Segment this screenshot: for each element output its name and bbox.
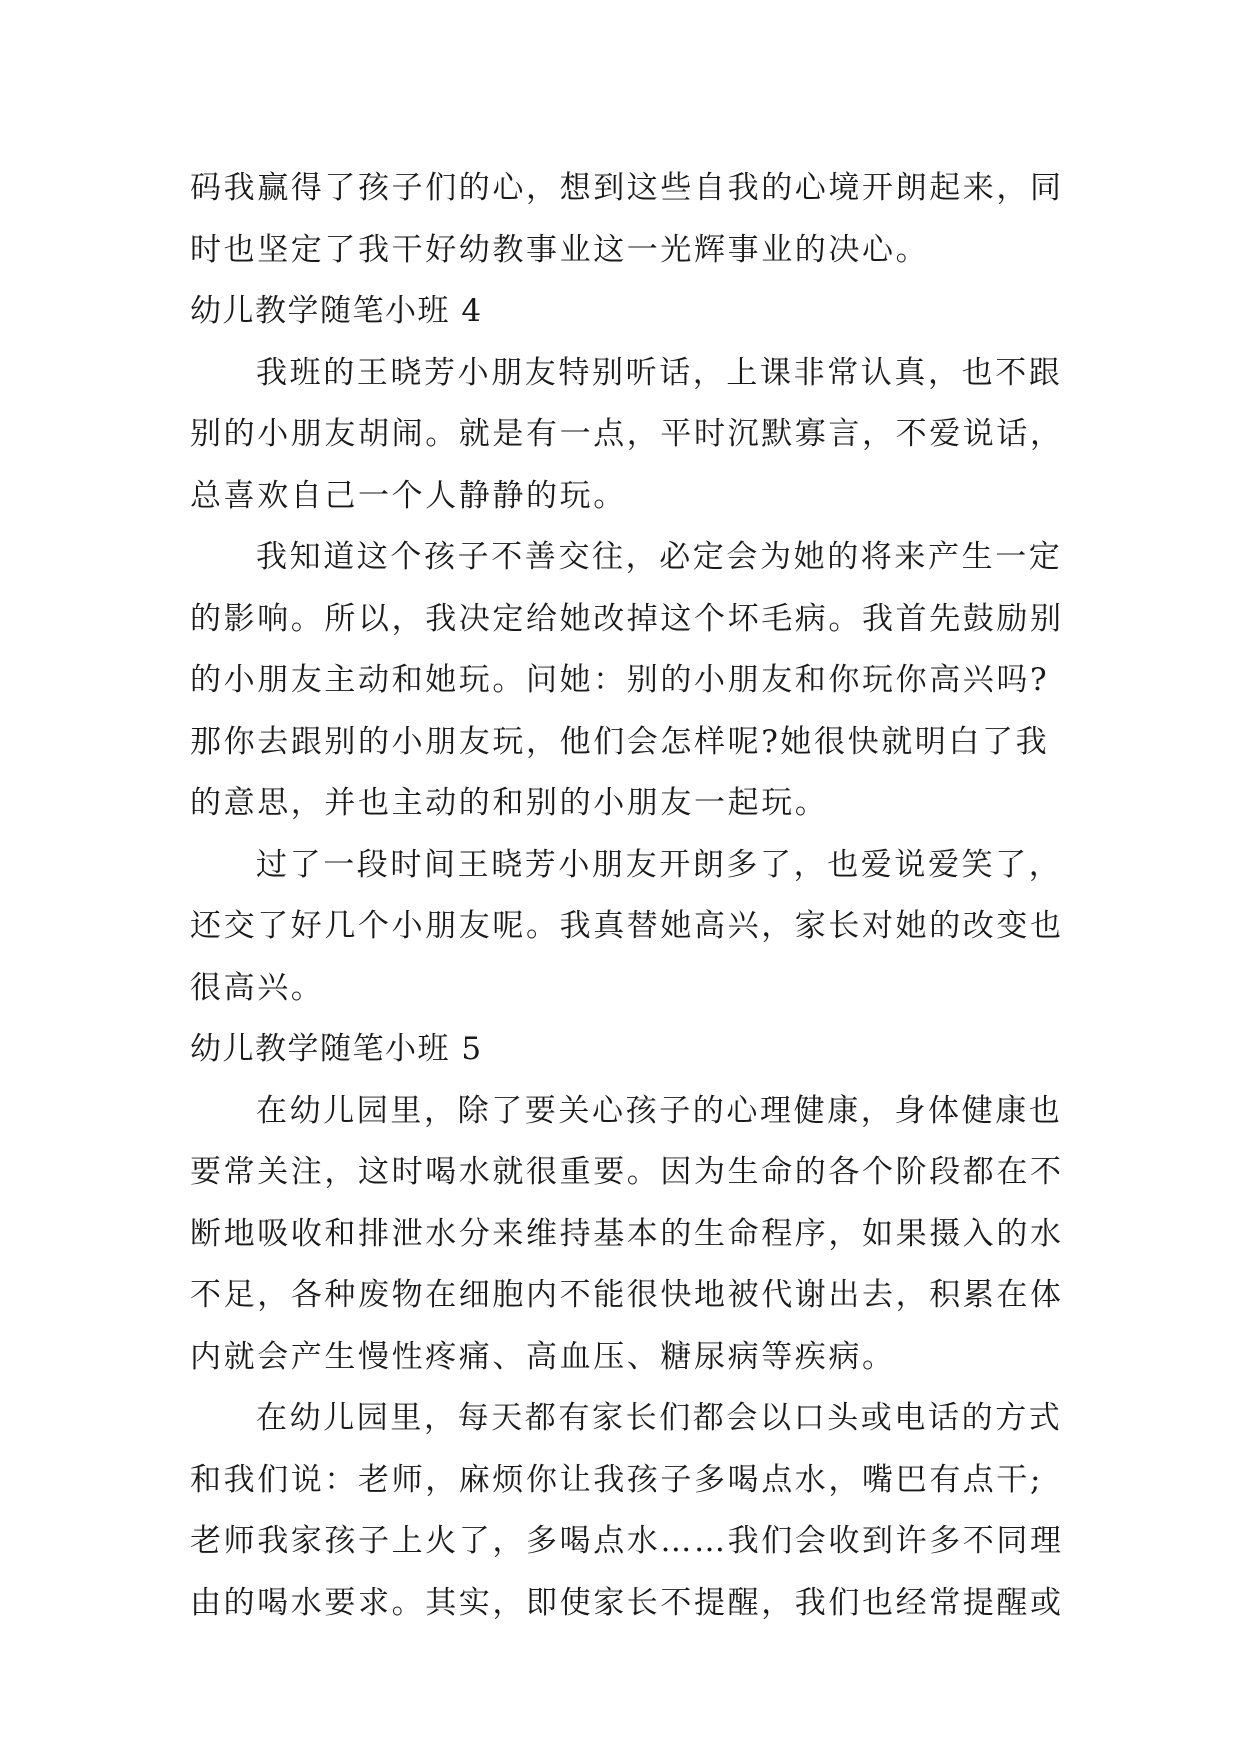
text-line: 过了一段时间王晓芳小朋友开朗多了，也爱说爱笑了， [256, 846, 1063, 883]
document-body [190, 158, 1064, 1634]
text-line: 的小朋友主动和她玩。问她：别的小朋友和你玩你高兴吗? [190, 662, 1050, 698]
text-line: 由的喝水要求。其实，即使家长不提醒，我们也经常提醒或 [190, 1584, 1064, 1621]
text-line: 我班的王晓芳小朋友特别听话，上课非常认真，也不跟 [256, 354, 1063, 391]
text-line: 在幼儿园里，每天都有家长们都会以口头或电话的方式 [256, 1400, 1063, 1436]
paragraph [190, 835, 1064, 1020]
text-line: 断地吸收和排泄水分来维持基本的生命程序，如果摄入的水 [190, 1215, 1064, 1252]
text-line: 码我赢得了孩子们的心，想到这些自我的心境开朗起来，同 [190, 170, 1064, 206]
text-line: 要常关注，这时喝水就很重要。因为生命的各个阶段都在不 [190, 1154, 1064, 1190]
text-line: 在幼儿园里，除了要关心孩子的心理健康，身体健康也 [256, 1092, 1063, 1129]
text-line: 还交了好几个小朋友呢。我真替她高兴，家长对她的改变也 [190, 908, 1064, 944]
text-line: 的意思，并也主动的和别的小朋友一起玩。 [190, 785, 829, 821]
text-line: 内就会产生慢性疼痛、高血压、糖尿病等疾病。 [190, 1338, 896, 1375]
text-line: 和我们说：老师，麻烦你让我孩子多喝点水，嘴巴有点干; [190, 1461, 1044, 1498]
text-line: 老师我家孩子上火了，多喝点水……我们会收到许多不同理 [190, 1523, 1064, 1559]
text-line: 我知道这个孩子不善交往，必定会为她的将来产生一定 [256, 539, 1063, 575]
text-line: 不足，各种废物在细胞内不能很快地被代谢出去，积累在体 [190, 1277, 1064, 1313]
text-line: 那你去跟别的小朋友玩，他们会怎样呢?她很快就明白了我 [190, 723, 1050, 760]
paragraph [190, 1081, 1064, 1389]
paragraph [190, 527, 1064, 835]
text-line: 别的小朋友胡闹。就是有一点，平时沉默寡言，不爱说话， [190, 416, 1064, 452]
text-line: 很高兴。 [190, 969, 325, 1006]
heading-text: 幼儿教学随笔小班 4 [190, 293, 483, 329]
heading-text: 幼儿教学随笔小班 5 [190, 1031, 483, 1067]
section-heading [190, 1019, 1056, 1081]
text-line: 的影响。所以，我决定给她改掉这个坏毛病。我首先鼓励别 [190, 600, 1064, 637]
paragraph [190, 158, 1064, 281]
paragraph [190, 343, 1064, 528]
section-heading [190, 281, 1056, 343]
text-line: 总喜欢自己一个人静静的玩。 [190, 477, 627, 514]
paragraph [190, 1388, 1064, 1634]
text-line: 时也坚定了我干好幼教事业这一光辉事业的决心。 [190, 231, 930, 268]
